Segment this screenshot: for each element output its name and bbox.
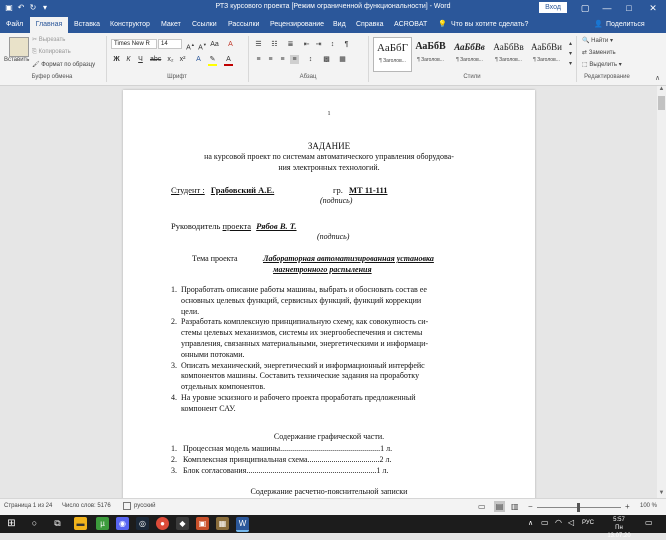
superscript-icon[interactable]: x²: [179, 56, 186, 63]
photo-icon[interactable]: ▦: [216, 517, 229, 530]
minimize-button[interactable]: —: [602, 3, 612, 13]
notifications-icon[interactable]: ▭: [645, 518, 653, 527]
ribbon: [0, 33, 666, 86]
group-line: [333, 185, 388, 195]
numbering-icon[interactable]: ☷: [271, 41, 278, 48]
italic-button[interactable]: К: [126, 56, 131, 63]
copy-button[interactable]: [32, 49, 71, 56]
copy-label: Копировать: [38, 49, 71, 55]
group-label: гр.: [333, 185, 343, 195]
graphics-item: [171, 444, 392, 453]
editing-group-label: Редактирование: [584, 74, 630, 80]
clock-date: Пн 13.07.20: [607, 525, 631, 539]
item-line: отдельных компонентов.: [181, 382, 266, 392]
item-number: 3.: [171, 466, 177, 475]
show-marks-icon[interactable]: ¶: [344, 41, 349, 48]
tab-layout[interactable]: Макет: [161, 21, 181, 28]
task-view-icon[interactable]: ⧉: [54, 518, 61, 528]
ribbon-display-icon[interactable]: ▢: [580, 3, 590, 13]
supervisor-label: Руководитель: [171, 221, 221, 231]
item-line: основных целевых функций, сервисных функций, функций коррекции: [181, 295, 422, 305]
volume-icon[interactable]: ◁: [568, 518, 575, 527]
style-preview: АаБбВ: [415, 41, 446, 52]
close-button[interactable]: ✕: [649, 3, 657, 13]
cursor-icon: ⬚: [582, 62, 588, 68]
notes-heading: Содержание расчетно-пояснительной записки: [250, 487, 408, 496]
start-icon[interactable]: ⊞: [7, 518, 16, 529]
bullets-icon[interactable]: ☰: [255, 41, 262, 48]
share-icon: 👤: [594, 21, 603, 28]
style-heading-3[interactable]: [451, 37, 488, 70]
style-name: ¶ Заголов...: [417, 57, 444, 63]
tell-me-input[interactable]: Что вы хотите сделать?: [451, 21, 529, 28]
taskbar: [0, 515, 666, 539]
store-icon[interactable]: ▣: [196, 517, 209, 530]
align-left-icon[interactable]: ≡: [256, 56, 261, 63]
format-painter-button[interactable]: [32, 61, 95, 68]
brush-icon: 🖌: [32, 62, 40, 68]
save-icon[interactable]: ▣: [5, 3, 13, 12]
search-icon[interactable]: ○: [31, 518, 38, 528]
grow-font-icon[interactable]: A▲: [186, 42, 195, 52]
style-preview: АаБбВи: [531, 42, 562, 52]
style-preview: АаБбГ: [377, 42, 408, 54]
customize-qat-icon[interactable]: ▾: [42, 3, 47, 12]
font-group-label: Шрифт: [167, 74, 187, 80]
zoom-out-icon[interactable]: −: [528, 502, 533, 511]
topic-line: магнетронного распыления: [273, 265, 372, 274]
tray-chevron-icon[interactable]: ∧: [528, 520, 534, 527]
item-line: компонентов машины. Составить технические задания на проработку: [181, 371, 420, 381]
clear-formatting-icon[interactable]: A: [228, 41, 233, 48]
chrome-icon[interactable]: ●: [156, 517, 169, 530]
supervisor-line: [171, 221, 297, 231]
replace-button[interactable]: [582, 49, 616, 56]
item-number: 2.: [171, 317, 177, 327]
increase-indent-icon[interactable]: ⇥: [315, 41, 322, 48]
read-mode-icon[interactable]: ▭: [478, 502, 486, 511]
decrease-indent-icon[interactable]: ⇤: [303, 41, 310, 48]
scissors-icon: ✂: [32, 37, 38, 43]
paste-button[interactable]: Вставить: [4, 57, 30, 63]
item-number: 1.: [171, 285, 177, 294]
item-line: онными потоками.: [181, 349, 245, 359]
tab-mailings[interactable]: Рассылки: [228, 21, 260, 28]
utorrent-icon[interactable]: µ: [96, 517, 109, 530]
line-spacing-icon[interactable]: ↕: [308, 56, 313, 63]
supervisor-name: Рябов В. Т.: [256, 221, 297, 231]
item-line: управления, связанных материальными, энергетическими и информаци-: [181, 338, 429, 348]
title-bar: [0, 0, 666, 17]
item-text: Процессная модель машины..................................................1 л.: [183, 444, 393, 453]
proofing-icon[interactable]: [123, 502, 131, 510]
ribbon-tabs: [0, 17, 666, 33]
item-number: 1.: [171, 444, 177, 453]
item-line: цели.: [181, 306, 200, 316]
tab-help[interactable]: Справка: [356, 21, 384, 28]
copy-icon: ⎘: [32, 49, 37, 55]
signin-button[interactable]: Вход: [539, 2, 567, 13]
document-heading: ЗАДАНИЕ: [307, 141, 351, 151]
window-title: РТЗ курсового проекта [Режим ограниченной функциональности] - Word: [215, 3, 451, 10]
document-subtitle: на курсовой проект по системам автоматического управления оборудова-: [204, 152, 454, 161]
cut-button[interactable]: [32, 36, 65, 43]
document-page[interactable]: [123, 90, 535, 510]
student-label: Студент :: [171, 185, 205, 195]
subscript-icon[interactable]: x₂: [167, 56, 174, 63]
font-color-icon[interactable]: A: [224, 55, 233, 66]
style-heading-4[interactable]: [490, 37, 527, 70]
tab-acrobat[interactable]: ACROBAT: [394, 21, 428, 28]
status-bar: [0, 498, 666, 516]
item-number: 4.: [171, 392, 177, 402]
student-signature: (подпись): [320, 196, 353, 205]
undo-icon[interactable]: ↶: [17, 3, 25, 12]
paste-icon[interactable]: [9, 37, 29, 57]
item-line: Разработать комплексную принципиальную схему, как совокупность си-: [181, 317, 429, 327]
cut-label: Вырезать: [38, 37, 66, 43]
list-item: [171, 393, 537, 415]
underline-button[interactable]: Ч: [138, 56, 143, 63]
select-button[interactable]: ⬚ Выделить ▾: [582, 62, 622, 68]
maximize-button[interactable]: □: [626, 3, 632, 13]
language-indicator[interactable]: РУС: [582, 520, 595, 526]
redo-icon[interactable]: ↻: [29, 3, 37, 12]
list-item: [171, 285, 537, 317]
list-item: [171, 361, 537, 393]
item-number: 2.: [171, 455, 177, 464]
vertical-scrollbar[interactable]: [657, 86, 666, 498]
student-name: Грабовский А.Е.: [210, 185, 275, 195]
shrink-font-icon[interactable]: A▼: [198, 42, 207, 52]
graphics-heading: Содержание графической части.: [273, 432, 385, 441]
search-icon: 🔍: [582, 38, 590, 44]
text-effects-icon[interactable]: A: [196, 56, 201, 63]
collapse-ribbon-icon[interactable]: ∧: [655, 75, 661, 82]
bold-button[interactable]: Ж: [113, 56, 120, 63]
item-number: 3.: [171, 360, 177, 370]
paragraph-group-label: Абзац: [299, 74, 317, 80]
task-list: [171, 285, 537, 415]
scroll-down-icon[interactable]: ▼: [658, 490, 665, 496]
app-icon[interactable]: ◆: [176, 517, 189, 530]
topic-line: Лабораторная автоматизированная установка: [263, 254, 434, 263]
language-indicator[interactable]: русский: [134, 503, 156, 509]
network-icon[interactable]: ▭: [541, 518, 549, 527]
graphics-item: [171, 455, 392, 464]
page-number: 1: [327, 111, 331, 117]
item-line: компонент САУ.: [181, 403, 236, 413]
font-name-select[interactable]: Times New R: [111, 39, 157, 49]
zoom-in-icon[interactable]: +: [625, 502, 630, 511]
style-name: ¶ Заголов...: [495, 57, 522, 63]
page-count[interactable]: Страница 1 из 24: [4, 503, 53, 509]
scroll-up-icon[interactable]: ▲: [658, 86, 665, 92]
item-text: Комплексная принципиальная схема....................................2 л.: [183, 455, 392, 464]
web-layout-icon[interactable]: ▥: [511, 502, 519, 511]
item-text: Блок согласования.................................................................1 л.: [183, 466, 389, 475]
print-layout-icon[interactable]: ▤: [495, 502, 504, 511]
tab-view[interactable]: Вид: [333, 21, 346, 28]
scroll-thumb[interactable]: [658, 96, 665, 110]
item-line: стемы целевых механизмов, системы их энергообеспечения и системы: [181, 328, 423, 338]
tab-design[interactable]: Конструктор: [110, 21, 150, 28]
style-name: ¶ Заголов...: [456, 57, 483, 63]
document-subtitle: ния электронных технологий.: [278, 163, 380, 172]
align-center-icon[interactable]: ≡: [268, 56, 273, 63]
shading-icon[interactable]: ▩: [323, 56, 330, 63]
align-right-icon[interactable]: ≡: [280, 56, 285, 63]
discord-icon[interactable]: ◉: [116, 517, 129, 530]
change-case-icon[interactable]: Aa: [210, 41, 219, 48]
zoom-slider-thumb[interactable]: [577, 503, 580, 512]
explorer-icon[interactable]: ▬: [74, 517, 87, 530]
zoom-level[interactable]: 100 %: [640, 503, 658, 509]
style-preview: АаБбВв: [493, 42, 524, 52]
style-name: ¶ Заголов...: [533, 57, 560, 63]
style-preview: АаБбВв: [454, 42, 485, 52]
student-line: [171, 185, 274, 195]
word-icon[interactable]: W: [236, 517, 249, 532]
item-line: Описать механический, энергетический и информационный интерфейс: [181, 360, 425, 370]
font-size-select[interactable]: 14: [158, 39, 182, 49]
replace-icon: ⇄: [582, 50, 588, 56]
tab-home[interactable]: Главная: [30, 17, 68, 33]
word-count[interactable]: Число слов: 5176: [62, 503, 111, 509]
tab-insert[interactable]: Вставка: [74, 21, 101, 28]
share-button[interactable]: Поделиться: [606, 21, 645, 28]
list-item: [171, 317, 537, 360]
item-line: Проработать описание работы машины, выбрать и обосновать состав ее: [181, 285, 427, 294]
find-button[interactable]: 🔍 Найти ▾: [582, 38, 613, 44]
clock[interactable]: [604, 516, 634, 540]
style-heading-5[interactable]: [528, 37, 565, 70]
clock-time: 5:57: [613, 517, 625, 523]
sort-icon[interactable]: ↕: [330, 41, 335, 48]
clipboard-group-label: Буфер обмена: [31, 74, 73, 80]
multilevel-list-icon[interactable]: ≣: [287, 41, 294, 48]
group-value: МТ 11-111: [349, 185, 388, 195]
supervisor-label-2: проекта: [222, 221, 252, 231]
find-label: Найти: [591, 38, 609, 44]
replace-label: Заменить: [588, 50, 616, 56]
justify-icon[interactable]: ≡: [290, 55, 299, 64]
tab-file[interactable]: Файл: [6, 21, 24, 28]
borders-icon[interactable]: ▦: [339, 56, 346, 63]
lightbulb-icon: 💡: [438, 21, 447, 28]
supervisor-signature: (подпись): [317, 232, 350, 241]
select-label: Выделить: [589, 62, 618, 68]
topic-label: Тема проекта: [192, 254, 238, 263]
wifi-icon[interactable]: ◠: [555, 518, 562, 527]
styles-scroll[interactable]: ▴ ▾ ▾: [568, 41, 572, 67]
steam-icon[interactable]: ◎: [136, 517, 149, 530]
item-line: На уровне эскизного и рабочего проекта проработать предложенный: [181, 392, 416, 402]
style-name: ¶ Заголов...: [379, 58, 406, 64]
graphics-item: [171, 466, 388, 475]
highlight-icon[interactable]: ✎: [208, 55, 217, 66]
strikethrough-icon[interactable]: abc: [150, 56, 162, 63]
format-painter-label: Формат по образцу: [41, 62, 96, 68]
style-heading-2[interactable]: [412, 37, 449, 70]
style-heading-1[interactable]: [373, 37, 412, 72]
tab-references[interactable]: Ссылки: [192, 21, 217, 28]
tab-review[interactable]: Рецензирование: [270, 21, 325, 28]
styles-group-label: Стили: [463, 74, 481, 80]
